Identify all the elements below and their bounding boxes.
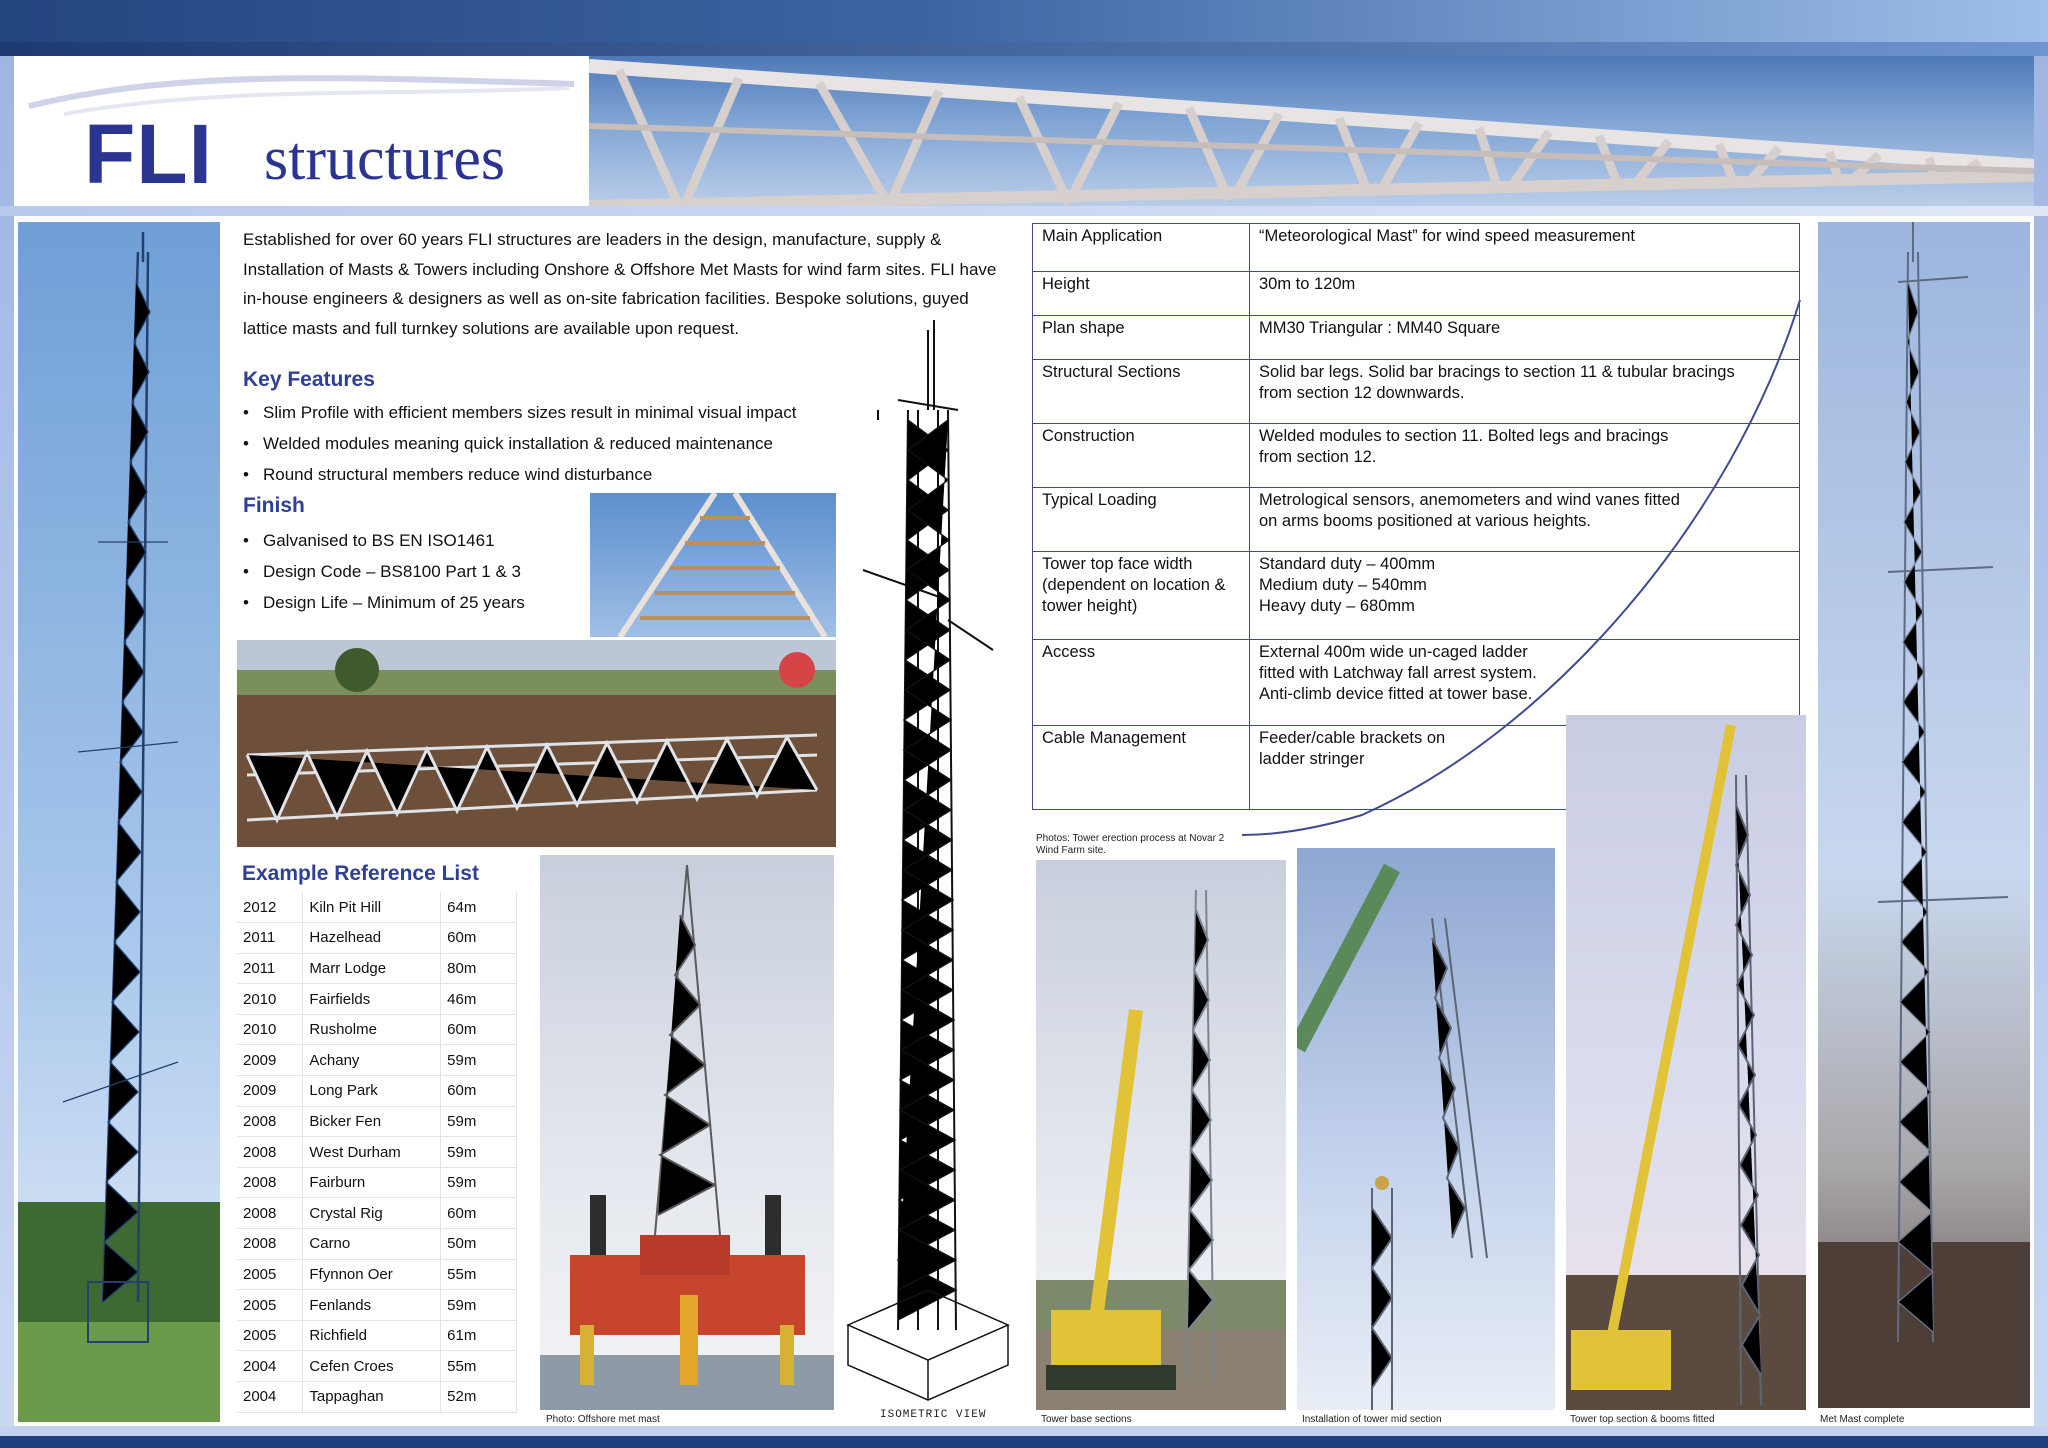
spec-value-line: 30m to 120m (1259, 275, 1356, 293)
spec-value-line: Anti-climb device fitted at tower base. (1259, 685, 1533, 703)
reference-height-cell: 59m (441, 1106, 517, 1137)
intro-line: lattice masts and full turnkey solutions are available upon request. (243, 318, 740, 338)
caption-mid-section: Installation of tower mid section (1302, 1414, 1442, 1425)
spec-label-cell (1033, 726, 1250, 810)
reference-height-cell: 60m (441, 1014, 517, 1045)
reference-year-cell: 2010 (237, 984, 303, 1015)
reference-year-cell: 2005 (237, 1290, 303, 1321)
mast-section-field-photo (237, 640, 836, 847)
reference-year-cell: 2004 (237, 1382, 303, 1413)
reference-site-cell: Fairburn (303, 1167, 441, 1198)
finish-heading: Finish (243, 494, 305, 517)
header-divider (0, 206, 2048, 216)
mast-right-image (1818, 222, 2030, 1408)
reference-year-cell: 2012 (237, 892, 303, 923)
spec-value-cell (1250, 224, 1800, 272)
reference-site-cell: Tappaghan (303, 1382, 441, 1413)
logo-fli: FLI (84, 107, 213, 201)
lattice-banner-image (589, 56, 2034, 206)
spec-value-line: from section 12. (1259, 448, 1377, 466)
bottom-frame (0, 1436, 2048, 1448)
spec-label-line: Structural Sections (1042, 363, 1181, 381)
list-item: • Design Life – Minimum of 25 years (243, 587, 583, 618)
table-row (237, 984, 517, 1015)
reference-site-cell: Carno (303, 1229, 441, 1260)
reference-list-heading: Example Reference List (242, 862, 479, 885)
reference-height-cell: 64m (441, 892, 517, 923)
spec-value-line: on arms booms positioned at various heights. (1259, 512, 1592, 530)
reference-year-cell: 2008 (237, 1137, 303, 1168)
table-row (237, 1290, 517, 1321)
offshore-rig-image (540, 855, 834, 1410)
table-row (237, 1382, 517, 1413)
table-row (237, 1229, 517, 1260)
spec-value-line: External 400m wide un-caged ladder (1259, 643, 1528, 661)
spec-label-line: Access (1042, 643, 1096, 661)
reference-site-cell: Marr Lodge (303, 953, 441, 984)
crane-base-image (1036, 860, 1286, 1410)
field-image (237, 640, 836, 847)
list-item: • Design Code – BS8100 Part 1 & 3 (243, 556, 583, 587)
spec-value-line: fitted with Latchway fall arrest system. (1259, 664, 1537, 682)
spec-label-cell (1033, 488, 1250, 552)
table-row (1033, 552, 1800, 640)
intro-line: in-house engineers & designers as well as on-site fabrication facilities. Bespoke solutions, guyed (243, 289, 969, 308)
spec-label-line: Cable Management (1042, 729, 1187, 747)
tower-base-sections-photo (1036, 860, 1286, 1410)
table-row (237, 1259, 517, 1290)
caption-line: Photos: Tower erection process at Novar 2 (1036, 833, 1225, 844)
reference-year-cell: 2004 (237, 1351, 303, 1382)
reference-table (237, 892, 517, 1413)
spec-label-cell (1033, 552, 1250, 640)
spec-value-line: ladder stringer (1259, 750, 1365, 768)
reference-height-cell: 55m (441, 1351, 517, 1382)
table-row (237, 1076, 517, 1107)
table-row (1033, 272, 1800, 316)
reference-height-cell: 59m (441, 1137, 517, 1168)
spec-value-cell (1250, 552, 1800, 640)
reference-site-cell: Bicker Fen (303, 1106, 441, 1137)
tower-mid-section-photo (1297, 848, 1555, 1410)
reference-site-cell: Ffynnon Oer (303, 1259, 441, 1290)
spec-label-cell (1033, 360, 1250, 424)
spec-label-line: Tower top face width (1042, 555, 1193, 573)
spec-label-line: Height (1042, 275, 1090, 293)
table-row (1033, 224, 1800, 272)
mast-left-image (18, 222, 220, 1422)
banner-lattice-photo (589, 56, 2034, 206)
spec-value-line: Welded modules to section 11. Bolted legs and bracings (1259, 427, 1669, 445)
reference-height-cell: 59m (441, 1045, 517, 1076)
spec-label-line: Typical Loading (1042, 491, 1157, 509)
isometric-drawing (838, 320, 1018, 1410)
reference-year-cell: 2011 (237, 923, 303, 954)
reference-year-cell: 2005 (237, 1259, 303, 1290)
reference-site-cell: Kiln Pit Hill (303, 892, 441, 923)
spec-value-line: Medium duty – 540mm (1259, 576, 1427, 594)
table-row (1033, 488, 1800, 552)
spec-label-line: Plan shape (1042, 319, 1125, 337)
reference-year-cell: 2005 (237, 1320, 303, 1351)
reference-site-cell: Rusholme (303, 1014, 441, 1045)
reference-height-cell: 59m (441, 1290, 517, 1321)
isometric-caption: ISOMETRIC VIEW (880, 1409, 987, 1421)
spec-value-cell (1250, 316, 1800, 360)
spec-value-line: “Meteorological Mast” for wind speed measurement (1259, 227, 1635, 245)
spec-label-cell (1033, 224, 1250, 272)
logo (14, 56, 589, 206)
bottom-frame-light (0, 1426, 2048, 1436)
spec-label-cell (1033, 272, 1250, 316)
caption-top-section: Tower top section & booms fitted (1570, 1414, 1715, 1425)
erection-photos-caption (1036, 833, 1256, 857)
reference-site-cell: Achany (303, 1045, 441, 1076)
spec-value-cell (1250, 488, 1800, 552)
list-item: • Slim Profile with efficient members sizes result in minimal visual impact (243, 397, 843, 428)
reference-height-cell: 52m (441, 1382, 517, 1413)
key-features-heading: Key Features (243, 368, 375, 391)
reference-height-cell: 46m (441, 984, 517, 1015)
left-frame (0, 56, 14, 1436)
caption-base-sections: Tower base sections (1041, 1414, 1132, 1425)
spec-label-cell (1033, 640, 1250, 726)
isometric-tower-icon (838, 320, 1018, 1410)
lattice-closeup-image (590, 493, 836, 637)
reference-site-cell: Long Park (303, 1076, 441, 1107)
reference-year-cell: 2008 (237, 1229, 303, 1260)
spec-value-cell (1250, 424, 1800, 488)
reference-height-cell: 61m (441, 1320, 517, 1351)
reference-year-cell: 2008 (237, 1198, 303, 1229)
spec-label-line: (dependent on location & (1042, 576, 1226, 594)
table-row (237, 1014, 517, 1045)
table-row (237, 1320, 517, 1351)
spec-value-line: Metrological sensors, anemometers and wind vanes fitted (1259, 491, 1680, 509)
reference-site-cell: Fairfields (303, 984, 441, 1015)
intro-line: Installation of Masts & Towers including Onshore & Offshore Met Masts for wind farm sites. FLI have (243, 259, 997, 279)
table-row (1033, 640, 1800, 726)
spec-value-line: Heavy duty – 680mm (1259, 597, 1415, 615)
key-features-list (243, 397, 843, 490)
list-item: • Galvanised to BS EN ISO1461 (243, 525, 583, 556)
reference-site-cell: Hazelhead (303, 923, 441, 954)
top-banner-stripe (0, 42, 2048, 56)
offshore-caption: Photo: Offshore met mast (546, 1414, 660, 1425)
reference-height-cell: 60m (441, 1076, 517, 1107)
spec-value-line: Standard duty – 400mm (1259, 555, 1436, 573)
caption-line: Wind Farm site. (1036, 845, 1107, 856)
spec-value-cell (1250, 272, 1800, 316)
offshore-mast-photo (540, 855, 834, 1410)
table-row (237, 1045, 517, 1076)
reference-height-cell: 60m (441, 1198, 517, 1229)
spec-value-cell (1250, 640, 1800, 726)
reference-year-cell: 2009 (237, 1045, 303, 1076)
reference-year-cell: 2011 (237, 953, 303, 984)
table-row (237, 1106, 517, 1137)
spec-value-cell (1250, 360, 1800, 424)
reference-year-cell: 2008 (237, 1106, 303, 1137)
table-row (237, 1198, 517, 1229)
reference-year-cell: 2008 (237, 1167, 303, 1198)
reference-height-cell: 60m (441, 923, 517, 954)
table-row (237, 953, 517, 984)
reference-height-cell: 59m (441, 1167, 517, 1198)
reference-year-cell: 2009 (237, 1076, 303, 1107)
galvanised-section-photo (590, 493, 836, 637)
reference-site-cell: Fenlands (303, 1290, 441, 1321)
spec-value-line: Solid bar legs. Solid bar bracings to section 11 & tubular bracings (1259, 363, 1735, 381)
spec-value-line: Feeder/cable brackets on (1259, 729, 1446, 747)
list-item: • Welded modules meaning quick installation & reduced maintenance (243, 428, 843, 459)
table-row (237, 1137, 517, 1168)
reference-year-cell: 2010 (237, 1014, 303, 1045)
table-row (237, 1351, 517, 1382)
logo-structures: structures (264, 125, 506, 193)
spec-label-line: Construction (1042, 427, 1135, 445)
finish-list (243, 525, 583, 618)
table-row (237, 892, 517, 923)
reference-site-cell: West Durham (303, 1137, 441, 1168)
spec-label-line: Main Application (1042, 227, 1163, 245)
intro-line: Established for over 60 years FLI structures are leaders in the design, manufacture, supply & (243, 230, 942, 249)
reference-site-cell: Crystal Rig (303, 1198, 441, 1229)
spec-value-line: from section 12 downwards. (1259, 384, 1465, 402)
right-frame (2034, 56, 2048, 1436)
reference-site-cell: Richfield (303, 1320, 441, 1351)
crane-mid-image (1297, 848, 1555, 1410)
reference-height-cell: 55m (441, 1259, 517, 1290)
caption-mast-complete: Met Mast complete (1820, 1414, 1905, 1425)
spec-label-cell (1033, 424, 1250, 488)
table-row (237, 1167, 517, 1198)
table-row (237, 923, 517, 954)
crane-top-image (1566, 715, 1806, 1410)
table-row (1033, 424, 1800, 488)
table-row (1033, 360, 1800, 424)
met-mast-complete-photo (1818, 222, 2030, 1408)
guyed-mast-photo (18, 222, 220, 1422)
table-row (1033, 316, 1800, 360)
reference-height-cell: 80m (441, 953, 517, 984)
spec-value-line: MM30 Triangular : MM40 Square (1259, 319, 1501, 337)
reference-site-cell: Cefen Croes (303, 1351, 441, 1382)
reference-height-cell: 50m (441, 1229, 517, 1260)
spec-label-line: tower height) (1042, 597, 1138, 615)
list-item: • Round structural members reduce wind disturbance (243, 459, 843, 490)
spec-label-cell (1033, 316, 1250, 360)
tower-top-section-photo (1566, 715, 1806, 1410)
